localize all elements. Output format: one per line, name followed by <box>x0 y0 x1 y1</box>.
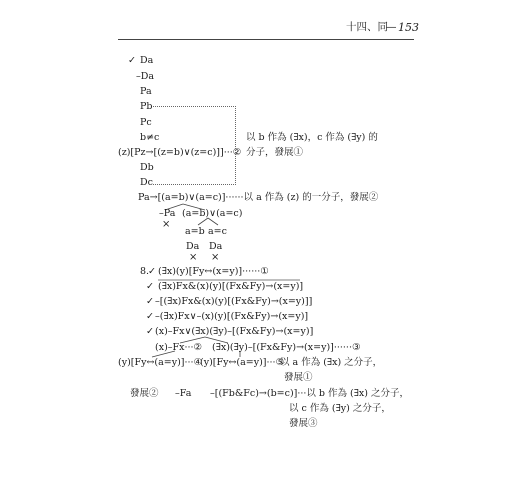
check-mark: ✓ <box>128 55 136 66</box>
proof-line: (∃x)Fx&(x)(y)[(Fx&Fy)→(x=y)] <box>158 281 304 292</box>
proof-line: (x)–Fx∨(∃x)(∃y)–[(Fx&Fy)→(x=y)] <box>155 326 314 337</box>
annotation: 分子，發展① <box>246 147 304 158</box>
annotation: 發展② <box>130 388 159 399</box>
branch-node: a=b <box>185 226 205 237</box>
check-mark: ✓ <box>146 311 154 322</box>
proof-line: (∃x)(y)[Fy↔(x=y)]······① <box>158 266 269 277</box>
proof-line: Da <box>140 55 154 66</box>
proof-line: b≠c <box>140 132 160 143</box>
proof-line: Db <box>140 162 154 173</box>
branch-node: (x)–Fx···② <box>155 342 203 353</box>
running-header-dash: — <box>386 21 397 33</box>
annotation: 以 c 作為 (∃y) 之分子， <box>289 403 391 414</box>
proof-line: –Da <box>136 71 155 82</box>
proof-line: –(∃x)Fx∨–(x)(y)[(Fx&Fy)→(x=y)] <box>155 311 309 322</box>
page-number: 153 <box>398 21 419 34</box>
branch-node: Da <box>209 241 223 252</box>
proof-line: Pa <box>140 86 152 97</box>
check-mark: ✓ <box>146 281 154 292</box>
branch-node: –Fa <box>175 388 192 399</box>
close-mark: × <box>211 252 220 263</box>
check-mark: ✓ <box>146 326 154 337</box>
running-header-chapter: 十四、同 <box>346 21 388 33</box>
branch-node: Da <box>186 241 200 252</box>
close-mark: × <box>189 252 198 263</box>
annotation: 以 b 作為 (∃x)，c 作為 (∃y) 的 <box>246 132 378 143</box>
annotation: 發展③ <box>289 418 318 429</box>
problem-number: 8. <box>140 266 150 277</box>
close-mark: × <box>162 219 171 230</box>
proof-line: Dc <box>140 177 153 188</box>
branch-node: a=c <box>208 226 227 237</box>
annotation: 發展① <box>284 372 313 383</box>
branch-node: (y)[Fy↔(a=y)]···⑤ <box>200 357 285 368</box>
check-mark: ✓ <box>148 266 156 277</box>
branch-node: (y)[Fy↔(a=y)]···④ <box>118 357 203 368</box>
branch-node: –Pa <box>159 208 176 219</box>
proof-line: (z)[Pz→[(z=b)∨(z=c)]]···② <box>118 147 242 158</box>
expansion-line: Pa→[(a=b)∨(a=c)]······以 a 作為 (z) 的一分子，發展② <box>138 192 379 203</box>
check-mark: ✓ <box>146 296 154 307</box>
branch-node: (∃x)(∃y)–[(Fx&Fy)→(x=y)]······③ <box>212 342 361 353</box>
proof-line: Pb <box>140 101 153 112</box>
annotation: 以 a 作為 (∃x) 之分子， <box>280 357 383 368</box>
branch-node: –[(Fb&Fc)→(b=c)]···以 b 作為 (∃x) 之分子， <box>210 388 409 399</box>
branch-node: (a=b)∨(a=c) <box>182 208 243 219</box>
proof-line: Pc <box>140 117 152 128</box>
proof-line: –[(∃x)Fx&(x)(y)[(Fx&Fy)→(x=y)]] <box>155 296 313 307</box>
